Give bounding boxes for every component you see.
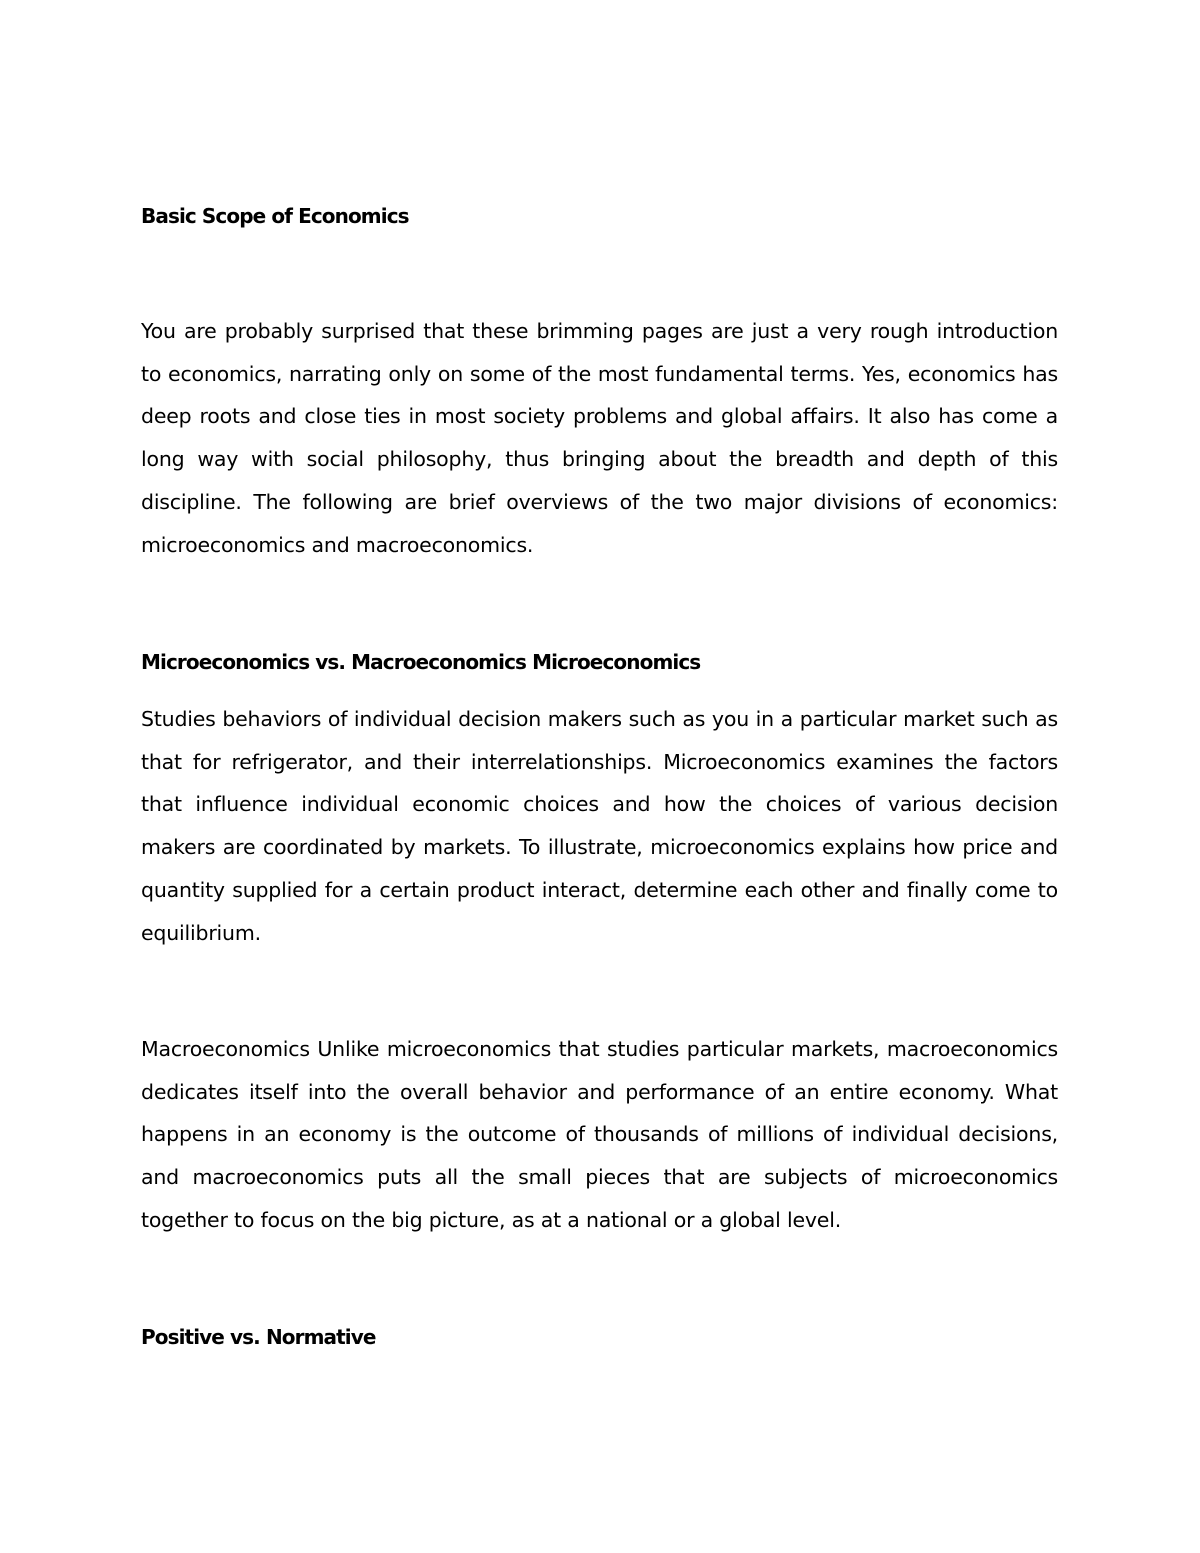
micro-macro-heading: Microeconomics vs. Macroeconomics Microeconomics — [141, 650, 701, 674]
positive-normative-heading: Positive vs. Normative — [141, 1325, 376, 1349]
intro-paragraph: You are probably surprised that these brimming pages are just a very rough introduction to economics, narrating only on some of the most fundamental terms. Yes, economics has deep roots and close ties in most society problems and global affairs. It also has come a long way with social philosophy, thus bringing about the breadth and depth of this discipline. The following are brief overviews of the two major divisions of economics: microeconomics and macroeconomics. — [141, 319, 1058, 557]
document-title: Basic Scope of Economics — [141, 204, 409, 228]
macroeconomics-paragraph: Macroeconomics Unlike microeconomics that studies particular markets, macroeconomics dedicates itself into the overall behavior and performance of an entire economy. What happens in an economy is the outcome of thousands of millions of individual decisions, and macroeconomics puts all the small pieces that are subjects of microeconomics together to focus on the big picture, as at a national or a global level. — [141, 1037, 1058, 1232]
microeconomics-paragraph: Studies behaviors of individual decision makers such as you in a particular market such as that for refrigerator, and their interrelationships. Microeconomics examines the factors that influence individual economic choices and how the choices of various decision makers are coordinated by markets. To illustrate, microeconomics explains how price and quantity supplied for a certain product interact, determine each other and finally come to equilibrium. — [141, 707, 1058, 945]
